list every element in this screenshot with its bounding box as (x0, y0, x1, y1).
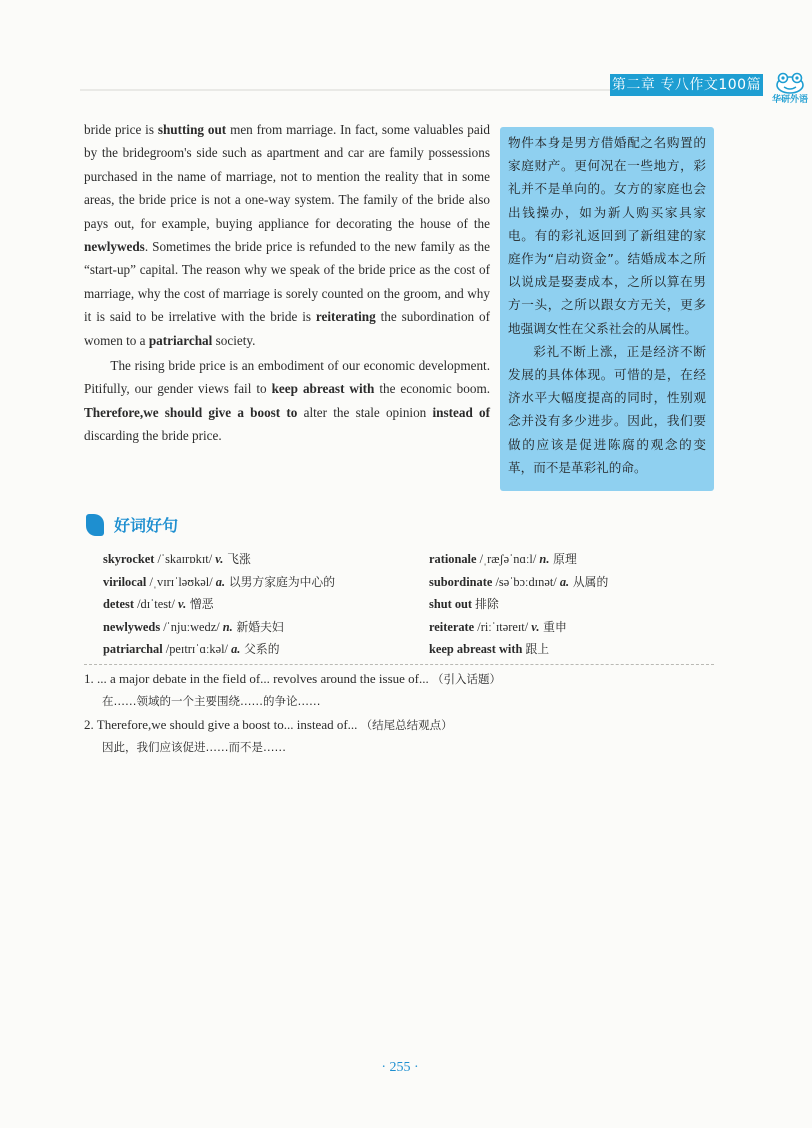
vocab-word: keep abreast with (429, 642, 523, 657)
text-run: men from marriage. In fact, some valuables paid by the bridegroom's side such as apartment and car are family possessions purchased in the name of marriage, not to mention the reality that in some areas, the bride price is not a one-way system. The family of the bride also pays out, for example, buying appliance for decorating the house of the (84, 122, 490, 231)
sentence-translation: 因此，我们应该促进……而不是…… (102, 740, 286, 754)
sentence-pattern (84, 714, 714, 736)
highlighted-phrase: newlyweds (84, 239, 145, 255)
publisher-logo (768, 72, 812, 105)
vocab-pronunciation: /dɪˈtest/ (133, 597, 179, 612)
vocab-meaning: 排除 (475, 597, 499, 612)
vocab-part-of-speech: v. (531, 619, 540, 634)
vocab-entry (429, 571, 689, 594)
vocab-entry (103, 638, 423, 661)
vocab-word: skyrocket (103, 552, 155, 566)
chinese-translation-box (500, 127, 714, 491)
translation-paragraph-2: 彩礼不断上涨，正是经济不断发展的具体体现。可惜的是，在经济水平大幅度提高的同时，性别观念并没有多少进步。因此，我们要做的应该是促进陈腐的观念的变革，而不是革彩礼的命。 (508, 343, 706, 475)
sentence-pattern (84, 668, 714, 690)
vocab-word: rationale (429, 552, 477, 566)
text-run: discarding the bride price. (84, 428, 222, 444)
frog-logo-icon (768, 72, 812, 94)
vocab-meaning: 憎恶 (186, 597, 214, 612)
vocab-entry (429, 638, 689, 661)
text-run: The rising bride price is an embodiment of our economic development. Pitifully, our gender views fail to (84, 358, 490, 397)
vocab-meaning: 以男方家庭为中心的 (225, 574, 336, 589)
vocab-meaning: 从属的 (569, 574, 609, 589)
sentence-usage-note: （引入话题） (432, 672, 502, 686)
sentence-english: 1. ... a major debate in the field of... revolves around the issue of... (84, 671, 433, 686)
vocab-column-right (429, 548, 689, 661)
vocab-meaning: 原理 (549, 552, 577, 566)
translation-paragraph-1: 物件本身是男方借婚配之名购置的家庭财产。更何况在一些地方，彩礼并不是单向的。女方的家庭也会出钱操办，如为新人购买家具家电。有的彩礼返回到了新组建的家庭作为“启动资金”。结婚成本之所以说成是娶妻成本，之所以算在男方一头，之所以跟女方无关，更多地强调女性在父系社会的从属性。 (508, 135, 706, 336)
text-run: bride price is (84, 122, 158, 137)
vocab-meaning: 父系的 (240, 642, 280, 657)
vocab-part-of-speech: n. (222, 619, 233, 634)
sentence-translation: 在……领域的一个主要围绕……的争论…… (102, 694, 321, 708)
vocab-pronunciation: /səˈbɔːdɪnət/ (492, 574, 560, 589)
vocab-word: patriarchal (103, 642, 163, 657)
vocab-part-of-speech: a. (231, 642, 241, 657)
vocab-meaning: 飞涨 (223, 552, 251, 566)
highlighted-phrase: reiterating (315, 309, 376, 325)
highlighted-phrase: shutting out (157, 122, 227, 137)
vocab-part-of-speech: a. (215, 574, 226, 589)
vocab-part-of-speech: a. (559, 574, 570, 589)
highlighted-phrase: instead of (432, 404, 490, 420)
vocab-pronunciation: /ˌvɪrɪˈləʊkəl/ (146, 574, 216, 589)
vocab-word: detest (103, 597, 134, 612)
vocab-entry (103, 616, 423, 639)
vocab-entry (429, 616, 689, 639)
logo-text: 华研外语 (771, 95, 808, 105)
highlighted-phrase: keep abreast with (271, 381, 375, 397)
vocab-meaning: 重申 (539, 619, 567, 634)
vocab-column-left (103, 548, 423, 661)
vocab-meaning: 新婚夫妇 (232, 619, 284, 634)
vocab-word: subordinate (429, 574, 493, 589)
vocab-word: virilocal (103, 574, 147, 589)
vocab-word: newlyweds (103, 619, 161, 634)
vocab-part-of-speech: v. (215, 552, 224, 566)
vocab-entry (103, 593, 423, 616)
english-essay-text (84, 118, 490, 448)
useful-sentences (84, 668, 714, 760)
essay-paragraph-1 (84, 118, 490, 352)
vocab-entry (103, 548, 423, 571)
text-run: alter the stale opinion (297, 404, 433, 420)
page-header (80, 72, 808, 105)
vocab-pronunciation: /ˈnjuːwedz/ (160, 619, 223, 634)
text-run: the subordination of women to a (84, 309, 490, 348)
vocab-word: reiterate (429, 619, 475, 634)
chapter-tab: 第二章 专八作文100篇 (610, 74, 763, 96)
vocab-pronunciation: /ˈskaɪrɒkɪt/ (154, 552, 216, 566)
text-run: . Sometimes the bride price is refunded to the new family as the “start-up” capital. The reason why we speak of the bride price as the cost of marriage, why the cost of marriage is sorely counted on the groom, and why it is said to be irrelative with the bride is (84, 239, 490, 325)
dashed-divider (84, 664, 714, 665)
vocab-entry (103, 571, 423, 594)
text-run: the economic boom. (374, 381, 490, 397)
header-rule (80, 89, 625, 91)
vocab-pronunciation: /ˌræʃəˈnɑːl/ (476, 552, 540, 566)
section-title: 好词好句 (114, 516, 179, 535)
text-run: society. (212, 332, 256, 348)
vocab-pronunciation: /riːˈɪtəreɪt/ (474, 619, 532, 634)
highlighted-phrase: Therefore,we should give a boost to (84, 404, 298, 420)
sentence-usage-note: （结尾总结观点） (360, 718, 453, 732)
vocab-word: shut out (429, 597, 473, 612)
sentence-english: 2. Therefore,we should give a boost to... instead of... (84, 717, 361, 732)
vocab-part-of-speech: n. (539, 552, 550, 566)
vocab-entry (429, 593, 689, 616)
essay-paragraph-2 (84, 354, 490, 448)
vocab-entry (429, 548, 689, 571)
vocab-part-of-speech: v. (178, 597, 187, 612)
vocab-pronunciation: /peɪtrɪˈɑːkəl/ (162, 642, 232, 657)
vocab-meaning: 跟上 (525, 642, 550, 657)
page-number: · 255 · (381, 1060, 419, 1075)
highlighted-phrase: patriarchal (148, 332, 213, 348)
section-marker-icon (86, 514, 104, 536)
